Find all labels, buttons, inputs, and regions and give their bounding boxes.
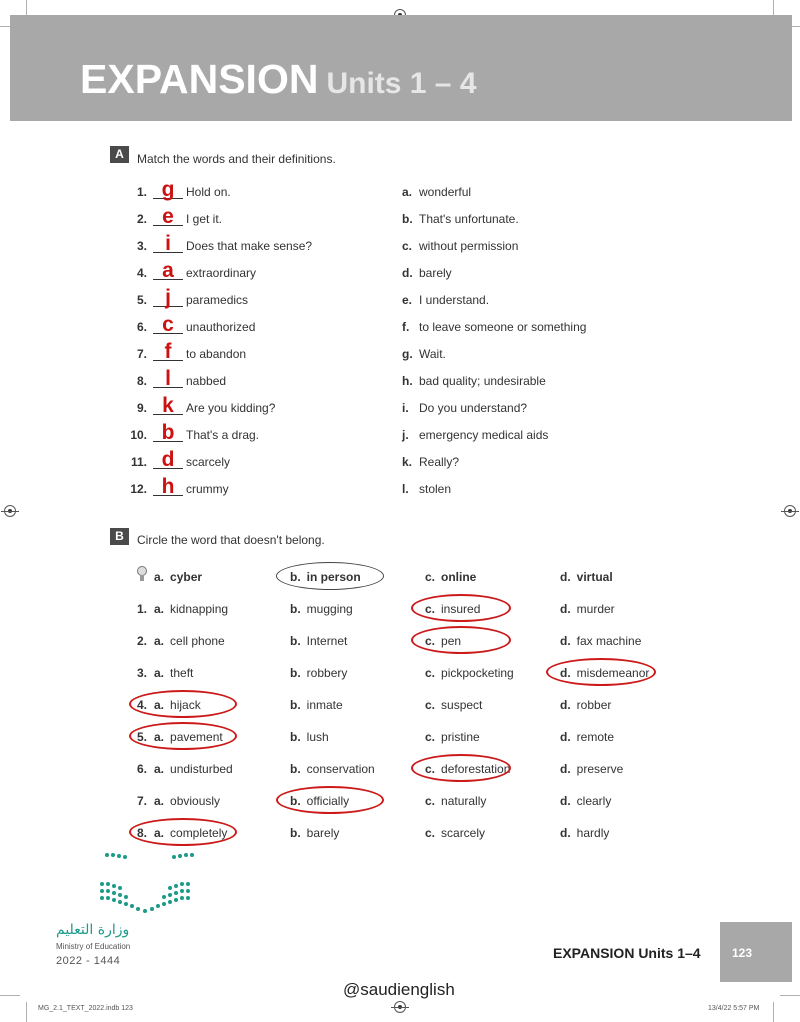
option-letter: d. xyxy=(560,698,571,712)
option-word: misdemeanor xyxy=(576,666,650,680)
item-number: 12. xyxy=(130,482,147,496)
item-number: 6. xyxy=(136,320,147,334)
option-letter: a. xyxy=(154,666,165,680)
option-d[interactable] xyxy=(560,634,641,648)
item-number: 3. xyxy=(137,666,148,680)
option-letter: d. xyxy=(560,794,571,808)
option-d[interactable] xyxy=(560,602,615,616)
option-word: virtual xyxy=(576,570,613,584)
item-number: 7. xyxy=(136,347,147,361)
option-c[interactable] xyxy=(425,698,482,712)
handwritten-answer: l xyxy=(165,367,171,390)
match-term: paramedics xyxy=(186,293,249,307)
item-number: 4. xyxy=(137,698,148,712)
option-word: insured xyxy=(441,602,481,616)
option-b[interactable] xyxy=(290,762,375,776)
option-d[interactable] xyxy=(560,762,623,776)
definition-letter: b. xyxy=(402,212,413,226)
answer-circle xyxy=(411,626,511,654)
answer-circle xyxy=(411,754,511,782)
definition-letter: l. xyxy=(402,482,409,496)
definition-letter: f. xyxy=(402,320,410,334)
option-b[interactable] xyxy=(290,666,347,680)
option-word: kidnapping xyxy=(170,602,229,616)
item-number: 1. xyxy=(137,602,148,616)
match-term: Hold on. xyxy=(186,185,231,199)
option-c[interactable] xyxy=(425,666,514,680)
item-number: 7. xyxy=(137,794,148,808)
definition-letter: e. xyxy=(402,293,413,307)
option-letter: c. xyxy=(425,762,436,776)
option-word: obviously xyxy=(170,794,221,808)
match-term: That's a drag. xyxy=(186,428,259,442)
handwritten-answer: b xyxy=(161,421,175,444)
decorative-dots-icon xyxy=(104,850,194,862)
example-circle xyxy=(276,562,384,590)
answer-circle xyxy=(411,594,511,622)
definition-letter: a. xyxy=(402,185,413,199)
handwritten-answer: h xyxy=(161,475,175,498)
definition-text: bad quality; undesirable xyxy=(419,374,546,388)
crop-mark xyxy=(0,995,20,996)
option-letter: c. xyxy=(425,570,436,584)
page-number: 123 xyxy=(732,946,753,960)
option-word: online xyxy=(441,570,477,584)
option-letter: c. xyxy=(425,634,436,648)
section-a-instruction: Match the words and their definitions. xyxy=(137,152,336,166)
option-word: cyber xyxy=(170,570,203,584)
option-word: hardly xyxy=(576,826,610,840)
option-word: pickpocketing xyxy=(441,666,514,680)
definition-letter: i. xyxy=(402,401,409,415)
handwritten-answer: i xyxy=(165,232,171,255)
page-number-box xyxy=(720,922,792,982)
crop-mark xyxy=(780,995,800,996)
handwritten-answer: c xyxy=(162,313,174,336)
answer-circle xyxy=(276,786,384,814)
option-word: completely xyxy=(170,826,228,840)
option-word: murder xyxy=(576,602,615,616)
option-b[interactable] xyxy=(290,826,339,840)
ministry-name-english: Ministry of Education xyxy=(56,942,131,951)
option-word: mugging xyxy=(306,602,353,616)
crop-mark xyxy=(773,1002,774,1022)
option-letter: a. xyxy=(154,794,165,808)
option-b[interactable] xyxy=(290,602,353,616)
option-letter: b. xyxy=(290,698,301,712)
handwritten-answer: d xyxy=(161,448,175,471)
option-letter: b. xyxy=(290,666,301,680)
option-letter: a. xyxy=(154,730,165,744)
definition-letter: g. xyxy=(402,347,413,361)
handwritten-answer: f xyxy=(164,340,172,363)
item-number: 4. xyxy=(136,266,147,280)
option-c[interactable] xyxy=(425,826,485,840)
option-word: remote xyxy=(576,730,615,744)
option-letter: d. xyxy=(560,666,571,680)
option-a[interactable] xyxy=(154,666,193,680)
lightbulb-icon xyxy=(136,565,148,583)
page-title-sub: Units 1 – 4 xyxy=(326,67,477,100)
ministry-logo-icon xyxy=(98,878,192,918)
definition-letter: k. xyxy=(402,455,413,469)
definition-text: barely xyxy=(419,266,452,280)
handwritten-answer: a xyxy=(162,259,174,282)
option-a[interactable] xyxy=(154,762,233,776)
option-b[interactable] xyxy=(290,634,347,648)
item-number: 8. xyxy=(137,826,148,840)
option-letter: a. xyxy=(154,762,165,776)
item-number: 5. xyxy=(136,293,147,307)
ministry-name-arabic: وزارة التعليم xyxy=(56,922,130,938)
option-a[interactable] xyxy=(154,570,202,584)
option-letter: c. xyxy=(425,794,436,808)
slug-left: MG_2.1_TEXT_2022.indb 123 xyxy=(38,1005,133,1012)
option-d[interactable] xyxy=(560,794,611,808)
answer-circle xyxy=(129,690,237,718)
option-letter: c. xyxy=(425,602,436,616)
option-word: officially xyxy=(306,794,350,808)
section-a-label: A xyxy=(110,146,129,163)
option-word: lush xyxy=(306,730,329,744)
answer-circle xyxy=(546,658,656,686)
option-word: cell phone xyxy=(170,634,225,648)
option-letter: d. xyxy=(560,634,571,648)
definition-text: emergency medical aids xyxy=(419,428,549,442)
handwritten-answer: e xyxy=(162,205,174,228)
section-b-instruction: Circle the word that doesn't belong. xyxy=(137,533,325,547)
option-word: barely xyxy=(306,826,340,840)
option-word: hijack xyxy=(170,698,201,712)
match-term: I get it. xyxy=(186,212,223,226)
item-number: 8. xyxy=(136,374,147,388)
option-word: robber xyxy=(576,698,612,712)
definition-text: Really? xyxy=(419,455,460,469)
option-c[interactable] xyxy=(425,570,476,584)
item-number: 3. xyxy=(136,239,147,253)
option-word: naturally xyxy=(441,794,487,808)
match-term: scarcely xyxy=(186,455,231,469)
option-letter: b. xyxy=(290,762,301,776)
definition-text: wonderful xyxy=(419,185,472,199)
match-term: nabbed xyxy=(186,374,227,388)
option-letter: d. xyxy=(560,762,571,776)
option-a[interactable] xyxy=(154,634,225,648)
option-d[interactable] xyxy=(560,570,613,584)
option-letter: a. xyxy=(154,570,165,584)
option-word: scarcely xyxy=(441,826,486,840)
option-b[interactable] xyxy=(290,730,329,744)
match-term: Does that make sense? xyxy=(186,239,313,253)
option-letter: d. xyxy=(560,570,571,584)
item-number: 2. xyxy=(137,634,148,648)
page-title xyxy=(80,56,477,103)
definition-text: stolen xyxy=(419,482,452,496)
option-a[interactable] xyxy=(154,602,228,616)
option-letter: c. xyxy=(425,666,436,680)
option-letter: b. xyxy=(290,634,301,648)
option-word: theft xyxy=(170,666,194,680)
footer-title: EXPANSION Units 1–4 xyxy=(553,945,701,961)
option-word: conservation xyxy=(306,762,375,776)
item-number: 6. xyxy=(137,762,148,776)
item-number: 10. xyxy=(130,428,147,442)
option-letter: d. xyxy=(560,826,571,840)
option-word: pavement xyxy=(170,730,223,744)
definition-text: That's unfortunate. xyxy=(419,212,519,226)
answer-circle xyxy=(129,722,237,750)
definition-text: Do you understand? xyxy=(419,401,528,415)
handwritten-answer: j xyxy=(165,286,171,309)
option-letter: c. xyxy=(425,730,436,744)
option-letter: c. xyxy=(425,826,436,840)
definition-letter: j. xyxy=(402,428,409,442)
ministry-year: 2022 - 1444 xyxy=(56,955,121,967)
option-letter: a. xyxy=(154,826,165,840)
option-b[interactable] xyxy=(290,698,343,712)
handwritten-answer: g xyxy=(161,178,175,201)
definition-letter: d. xyxy=(402,266,413,280)
definition-letter: h. xyxy=(402,374,413,388)
match-term: to abandon xyxy=(186,347,247,361)
registration-mark-icon xyxy=(784,505,796,517)
definition-text: to leave someone or something xyxy=(419,320,587,334)
option-letter: b. xyxy=(290,602,301,616)
option-word: robbery xyxy=(306,666,348,680)
item-number: 9. xyxy=(136,401,147,415)
option-letter: a. xyxy=(154,698,165,712)
item-number: 1. xyxy=(136,185,147,199)
option-letter: d. xyxy=(560,730,571,744)
option-word: undisturbed xyxy=(170,762,233,776)
definition-text: Wait. xyxy=(419,347,446,361)
slug-right: 13/4/22 5:57 PM xyxy=(708,1005,760,1012)
option-letter: c. xyxy=(425,698,436,712)
option-d[interactable] xyxy=(560,698,611,712)
crop-mark xyxy=(26,1002,27,1022)
section-b-label: B xyxy=(110,528,129,545)
option-c[interactable] xyxy=(425,794,486,808)
option-word: pristine xyxy=(441,730,480,744)
option-letter: b. xyxy=(290,794,301,808)
option-d[interactable] xyxy=(560,826,609,840)
match-term: crummy xyxy=(186,482,229,496)
registration-mark-icon xyxy=(394,1001,406,1013)
match-term: Are you kidding? xyxy=(186,401,276,415)
option-letter: b. xyxy=(290,826,301,840)
watermark: @saudienglish xyxy=(343,980,455,999)
item-number: 5. xyxy=(137,730,148,744)
option-word: clearly xyxy=(576,794,612,808)
option-word: in person xyxy=(306,570,361,584)
definition-text: I understand. xyxy=(419,293,490,307)
match-term: extraordinary xyxy=(186,266,257,280)
definition-text: without permission xyxy=(419,239,519,253)
option-letter: d. xyxy=(560,602,571,616)
option-a[interactable] xyxy=(154,794,220,808)
match-term: unauthorized xyxy=(186,320,256,334)
option-d[interactable] xyxy=(560,730,614,744)
option-letter: a. xyxy=(154,602,165,616)
option-c[interactable] xyxy=(425,730,480,744)
option-letter: b. xyxy=(290,730,301,744)
item-number: 11. xyxy=(130,455,147,469)
answer-circle xyxy=(129,818,237,846)
page-title-main: EXPANSION xyxy=(80,56,319,102)
definition-letter: c. xyxy=(402,239,413,253)
option-word: deforestation xyxy=(441,762,511,776)
item-number: 2. xyxy=(136,212,147,226)
option-word: fax machine xyxy=(576,634,642,648)
option-letter: b. xyxy=(290,570,301,584)
option-word: Internet xyxy=(306,634,348,648)
handwritten-answer: k xyxy=(162,394,174,417)
option-word: pen xyxy=(441,634,462,648)
option-word: inmate xyxy=(306,698,343,712)
option-word: suspect xyxy=(441,698,483,712)
option-letter: a. xyxy=(154,634,165,648)
option-word: preserve xyxy=(576,762,624,776)
registration-mark-icon xyxy=(4,505,16,517)
